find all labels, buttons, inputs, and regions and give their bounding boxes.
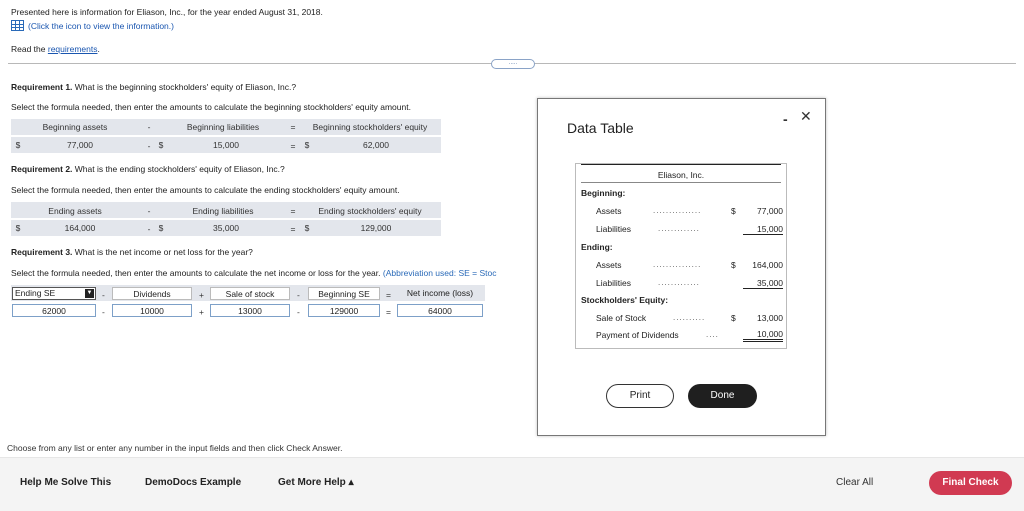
beg-assets-leader: ............... [653, 206, 702, 215]
dividends-input[interactable]: 10000 [112, 304, 192, 317]
req3-instruction [11, 268, 537, 278]
req1-minus: - [147, 141, 151, 151]
req1-equals: = [290, 141, 296, 151]
req1-beg-assets-value[interactable]: 77,000 [67, 140, 93, 150]
req2-heading-text: What is the ending stockholders' equity of Eliason, Inc.? [72, 164, 285, 174]
dividends-select[interactable]: Dividends [112, 287, 192, 300]
info-link-text[interactable]: (Click the icon to view the information.) [28, 20, 174, 31]
beg-liab-leader: ............. [658, 224, 700, 233]
read-prefix: Read the [11, 44, 48, 54]
req1-label-minus: - [147, 122, 151, 132]
table-header-rule [581, 182, 781, 183]
req2-end-assets-value[interactable]: 164,000 [64, 223, 96, 233]
ending-se-select[interactable] [12, 287, 96, 300]
beg-assets-value: 77,000 [757, 206, 783, 216]
req2-label-end-assets: Ending assets [48, 206, 102, 216]
req2-label-equals: = [290, 206, 296, 216]
req1-beg-liab-value[interactable]: 15,000 [213, 140, 239, 150]
footer-bar [0, 457, 1024, 511]
print-button[interactable]: Print [606, 384, 674, 408]
req3-label-minus-2: - [297, 290, 300, 300]
end-assets-dollar: $ [731, 260, 736, 270]
req1-instruction: Select the formula needed, then enter the amounts to calculate the beginning stockholders' equity amount. [11, 102, 411, 112]
req2-equals: = [290, 224, 296, 234]
minimize-icon[interactable]: - [783, 111, 788, 127]
req2-end-se-value[interactable]: 129,000 [360, 223, 392, 233]
req3-minus-2: - [297, 307, 300, 317]
read-requirements-line [11, 44, 100, 54]
req3-label-equals: = [386, 290, 391, 300]
beg-liab-value: 15,000 [743, 224, 783, 235]
close-icon[interactable]: ✕ [800, 108, 812, 124]
req3-label-plus: + [199, 290, 204, 300]
net-income-loss-label[interactable]: Net income (loss) [406, 288, 474, 298]
req2-heading [11, 164, 285, 174]
divider-handle[interactable]: ..... [491, 59, 535, 69]
sale-of-stock-input[interactable]: 13000 [210, 304, 290, 317]
dividends-label: Payment of Dividends [596, 330, 679, 340]
end-liab-value: 35,000 [743, 278, 783, 289]
end-assets-value: 164,000 [752, 260, 783, 270]
req2-dollar-1: $ [15, 223, 21, 233]
clear-all-button[interactable]: Clear All [836, 477, 874, 488]
req1-dollar-2: $ [158, 140, 164, 150]
table-icon[interactable] [11, 20, 24, 31]
req1-label-beg-liab: Beginning liabilities [186, 122, 260, 132]
end-liab-label: Liabilities [596, 278, 631, 288]
beg-liab-label: Liabilities [596, 224, 631, 234]
table-top-rule [581, 164, 781, 165]
dividends-leader: .... [706, 330, 719, 339]
req1-dollar-1: $ [15, 140, 21, 150]
beginning-heading: Beginning: [581, 188, 626, 198]
beg-assets-label: Assets [596, 206, 622, 216]
req3-heading-text: What is the net income or net loss for the year? [72, 247, 253, 257]
req3-heading-bold: Requirement 3. [11, 247, 73, 257]
req2-label-end-liab: Ending liabilities [192, 206, 254, 216]
req2-instruction: Select the formula needed, then enter the amounts to calculate the ending stockholders' equity amount. [11, 185, 400, 195]
final-check-button[interactable]: Final Check [929, 471, 1012, 495]
req1-heading-bold: Requirement 1. [11, 82, 73, 92]
beginning-se-input[interactable]: 129000 [308, 304, 380, 317]
req3-abbrev-note: (Abbreviation used: SE = Stoc [380, 268, 497, 278]
ending-se-select-value: Ending SE [15, 288, 56, 298]
data-table-modal [537, 98, 826, 436]
req1-beg-se-value[interactable]: 62,000 [363, 140, 389, 150]
done-button[interactable]: Done [688, 384, 757, 408]
read-suffix: . [97, 44, 100, 54]
req2-dollar-2: $ [158, 223, 164, 233]
req1-label-beg-assets: Beginning assets [42, 122, 108, 132]
end-assets-label: Assets [596, 260, 622, 270]
requirements-link[interactable]: requirements [47, 44, 98, 54]
req2-label-end-se: Ending stockholders' equity [318, 206, 422, 216]
req1-dollar-3: $ [304, 140, 310, 150]
req3-heading [11, 247, 253, 257]
beginning-se-select[interactable]: Beginning SE [308, 287, 380, 300]
company-name: Eliason, Inc. [657, 170, 705, 180]
req2-dollar-3: $ [304, 223, 310, 233]
end-assets-leader: ............... [653, 260, 702, 269]
sale-of-stock-value: 13,000 [757, 313, 783, 323]
get-more-help-button[interactable]: Get More Help ▴ [278, 477, 354, 488]
req3-equals: = [386, 307, 391, 317]
req2-label-minus: - [147, 206, 151, 216]
ending-se-input[interactable]: 62000 [12, 304, 96, 317]
req3-minus-1: - [102, 307, 105, 317]
sale-dollar: $ [731, 313, 736, 323]
sale-of-stock-select[interactable]: Sale of stock [210, 287, 290, 300]
help-me-solve-button[interactable]: Help Me Solve This [20, 477, 112, 488]
choose-instruction: Choose from any list or enter any number in the input fields and then click Check Answer. [7, 443, 343, 453]
modal-title: Data Table [567, 120, 634, 136]
req1-heading-text: What is the beginning stockholders' equity of Eliason, Inc.? [72, 82, 297, 92]
net-income-input[interactable]: 64000 [397, 304, 483, 317]
demodocs-example-button[interactable]: DemoDocs Example [145, 477, 242, 488]
ending-heading: Ending: [581, 242, 613, 252]
req2-end-liab-value[interactable]: 35,000 [213, 223, 239, 233]
end-liab-leader: ............. [658, 278, 700, 287]
equity-heading: Stockholders' Equity: [581, 295, 669, 305]
req1-heading [11, 82, 296, 92]
data-table [575, 163, 787, 349]
req1-label-equals: = [290, 122, 296, 132]
beg-assets-dollar: $ [731, 206, 736, 216]
req2-minus: - [147, 224, 151, 234]
sale-of-stock-label: Sale of Stock [596, 313, 647, 323]
intro-text: Presented here is information for Eliason, Inc., for the year ended August 31, 2018. [11, 7, 323, 17]
info-link-line[interactable] [11, 20, 174, 31]
chevron-down-icon[interactable]: ▼ [86, 290, 93, 296]
req3-instruction-text: Select the formula needed, then enter the amounts to calculate the net income or loss for the year. [11, 268, 381, 278]
req3-plus: + [199, 307, 204, 317]
req2-heading-bold: Requirement 2. [11, 164, 73, 174]
sale-leader: .......... [673, 313, 706, 322]
req3-label-minus-1: - [102, 290, 105, 300]
dividends-value: 10,000 [743, 329, 783, 342]
req1-label-beg-se: Beginning stockholders' equity [312, 122, 428, 132]
